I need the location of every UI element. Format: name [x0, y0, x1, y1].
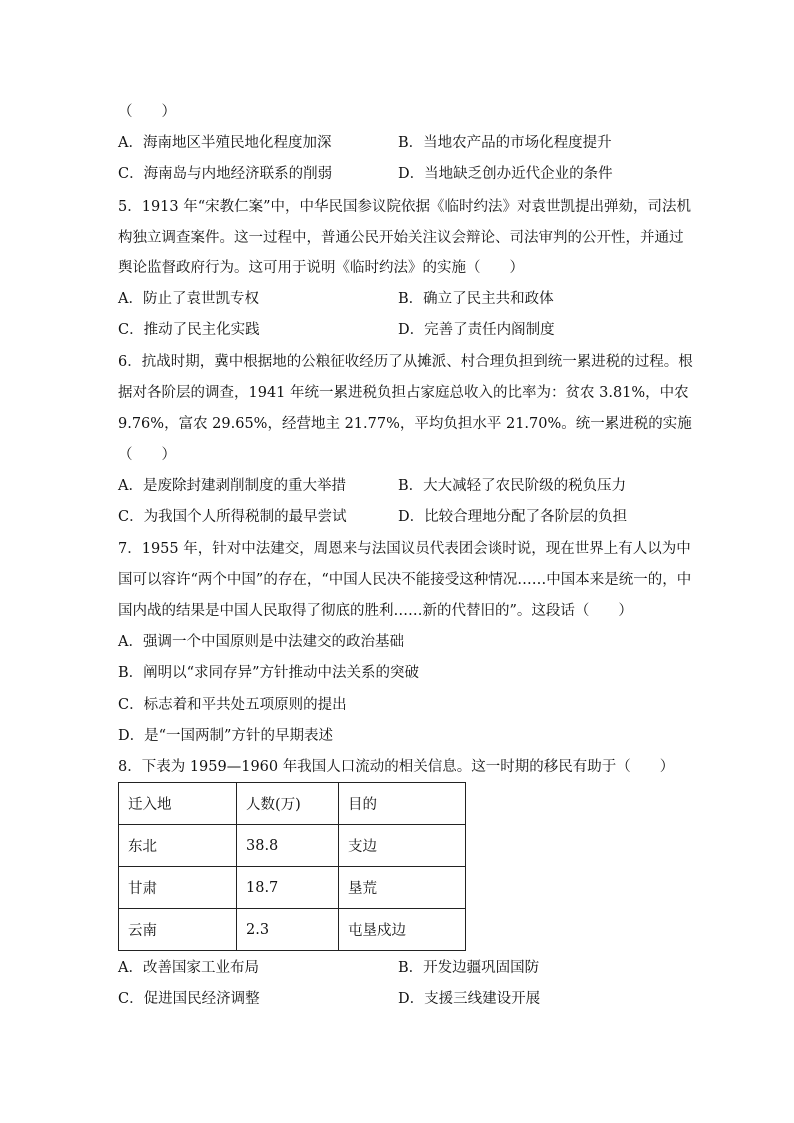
q8-option-b: B．开发边疆巩固国防 [398, 960, 540, 976]
q7-option-a: A．强调一个中国原则是中法建交的政治基础 [118, 634, 404, 650]
table-header-cell: 人数(万) [237, 783, 339, 825]
q8-option-d: D．支援三线建设开展 [398, 991, 541, 1007]
q5-stem-line1: 5．1913 年“宋教仁案”中，中华民国参议院依据《临时约法》对袁世凯提出弹劾，司法机 [118, 199, 692, 215]
q7-stem-line2: 国可以容许“两个中国”的存在，“中国人民决不能接受这种情况……中国本来是统一的，中 [118, 572, 692, 588]
table-header-row [119, 783, 466, 825]
table-row [119, 825, 466, 867]
migration-table [118, 782, 466, 951]
table-header-cell: 迁入地 [119, 783, 237, 825]
table-cell: 18.7 [237, 867, 339, 909]
q5-option-a: A．防止了袁世凯专权 [118, 291, 259, 307]
q6-stem-line4: （ ） [118, 447, 176, 463]
table-cell: 屯垦戍边 [339, 909, 466, 951]
q6-option-c: C．为我国个人所得税制的最早尝试 [118, 509, 347, 525]
q7-stem-line3: 国内战的结果是中国人民取得了彻底的胜利……新的代替旧的”。这段话（ ） [118, 603, 633, 619]
q5-stem-line2: 构独立调查案件。这一过程中，普通公民开始关注议会辩论、司法审判的公开性，并通过 [118, 230, 684, 246]
q6-stem-line2: 据对各阶层的调查，1941 年统一累进税负担占家庭总收入的比率为：贫农 3.81%，中农 [118, 385, 689, 401]
table-row [119, 867, 466, 909]
q6-option-d: D．比较合理地分配了各阶层的负担 [398, 509, 628, 525]
table-cell: 云南 [119, 909, 237, 951]
q5-option-c: C．推动了民主化实践 [118, 322, 260, 338]
q4-option-a: A．海南地区半殖民地化程度加深 [118, 135, 332, 151]
q6-stem-line3: 9.76%，富农 29.65%，经营地主 21.77%，平均负担水平 21.70%。统一累进税的实施 [118, 416, 692, 432]
q5-option-b: B．确立了民主共和政体 [398, 291, 554, 307]
q5-option-d: D．完善了责任内阁制度 [398, 322, 555, 338]
table-cell: 东北 [119, 825, 237, 867]
q7-option-c: C．标志着和平共处五项原则的提出 [118, 697, 347, 713]
table-cell: 2.3 [237, 909, 339, 951]
q7-option-b: B．阐明以“求同存异”方针推动中法关系的突破 [118, 665, 419, 681]
q7-option-d: D．是“一国两制”方针的早期表述 [118, 728, 333, 744]
q4-stem-tail: （ ） [118, 104, 176, 120]
table-cell: 支边 [339, 825, 466, 867]
table-cell: 38.8 [237, 825, 339, 867]
q6-option-b: B．大大减轻了农民阶级的税负压力 [398, 478, 627, 494]
table-header-cell: 目的 [339, 783, 466, 825]
q8-option-c: C．促进国民经济调整 [118, 991, 260, 1007]
q4-option-b: B．当地农产品的市场化程度提升 [398, 135, 612, 151]
table-row [119, 909, 466, 951]
q7-stem-line1: 7．1955 年，针对中法建交，周恩来与法国议员代表团会谈时说，现在世界上有人以为中 [118, 541, 691, 557]
q4-option-d: D．当地缺乏创办近代企业的条件 [398, 166, 613, 182]
table-cell: 垦荒 [339, 867, 466, 909]
q8-option-a: A．改善国家工业布局 [118, 960, 259, 976]
q4-option-c: C．海南岛与内地经济联系的削弱 [118, 166, 333, 182]
q6-stem-line1: 6．抗战时期，冀中根据地的公粮征收经历了从摊派、村合理负担到统一累进税的过程。根 [118, 354, 693, 370]
q6-option-a: A．是废除封建剥削制度的重大举措 [118, 478, 346, 494]
table-cell: 甘肃 [119, 867, 237, 909]
q8-stem-line1: 8．下表为 1959—1960 年我国人口流动的相关信息。这一时期的移民有助于（ ） [118, 759, 675, 775]
q5-stem-line3: 舆论监督政府行为。这可用于说明《临时约法》的实施（ ） [118, 260, 524, 276]
